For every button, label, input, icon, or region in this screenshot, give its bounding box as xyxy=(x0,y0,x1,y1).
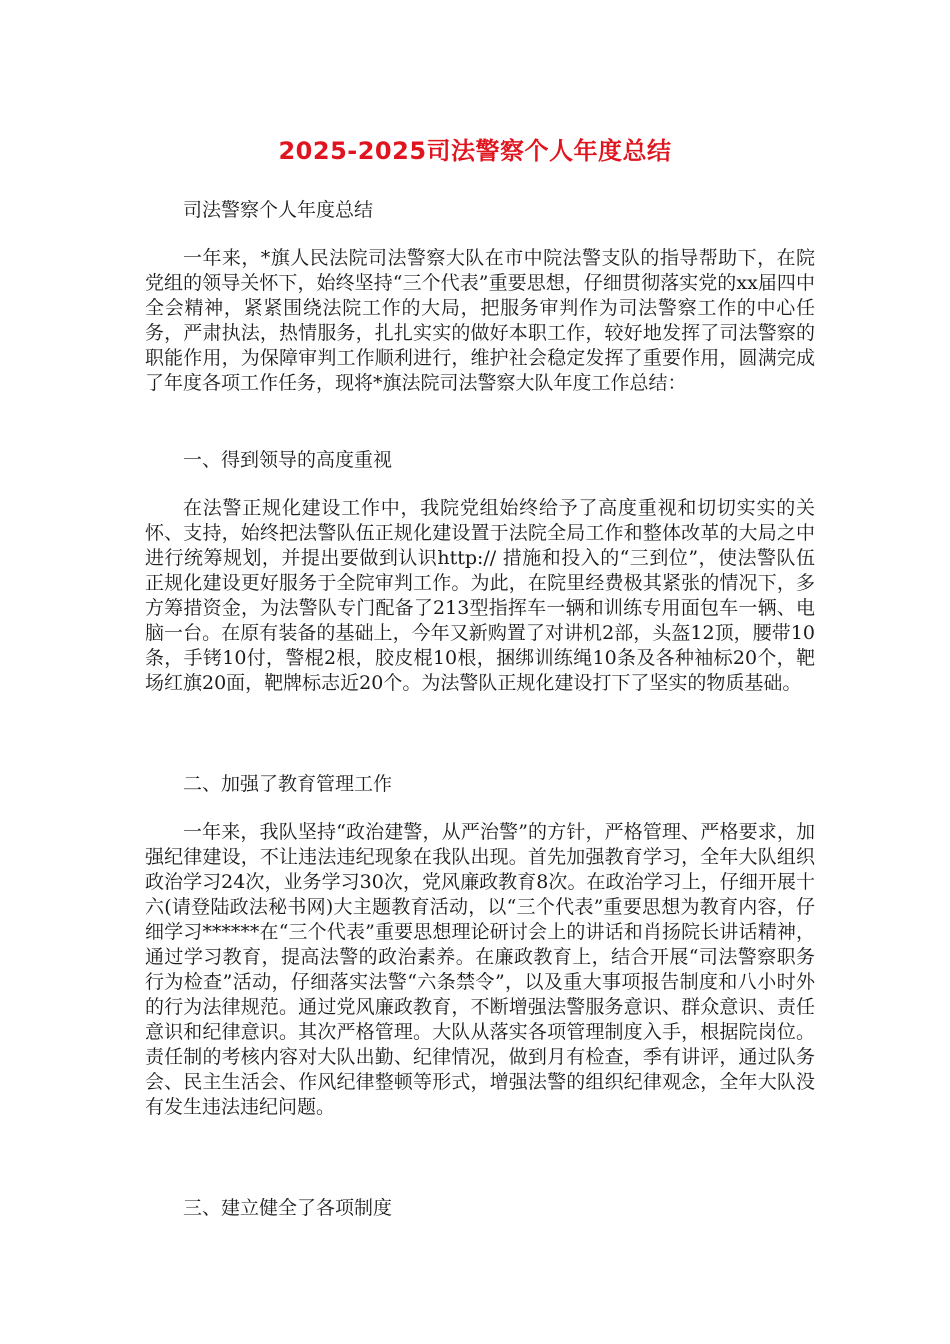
document-subtitle xyxy=(145,198,815,223)
heading-text: 一、得到领导的高度重视 xyxy=(183,449,393,471)
heading-text: 三、建立健全了各项制度 xyxy=(183,1197,393,1219)
section-heading-1 xyxy=(145,448,815,473)
subtitle-text: 司法警察个人年度总结 xyxy=(183,199,374,221)
heading-text: 二、加强了教育管理工作 xyxy=(183,773,393,795)
paragraph-section-1 xyxy=(145,496,815,696)
section-heading-2 xyxy=(145,772,815,797)
document-title: 2025-2025司法警察个人年度总结 xyxy=(278,137,672,165)
paragraph-text: 一年来，*旗人民法院司法警察大队在市中院法警支队的指导帮助下，在院党组的领导关怀下，始终坚持“三个代表”重要思想，仔细贯彻落实党的xx届四中全会精神，紧紧围绕法院工作的大局，把服务审判作为司法警察工作的中心任务，严肃执法，热情服务，扎扎实实的做好本职工作，较好地发挥了司法警察的职能作用，为保障审判工作顺利进行，维护社会稳定发挥了重要作用，圆满完成了年度各项工作任务，现将*旗法院司法警察大队年度工作总结： xyxy=(145,247,815,394)
paragraph-text: 在法警正规化建设工作中，我院党组始终给予了高度重视和切切实实的关怀、支持，始终把法警队伍正规化建设置于法院全局工作和整体改革的大局之中进行统筹规划，并提出要做到认识http:// 措施和投入的“三到位”，使法警队伍正规化建设更好服务于全院审判工作。为此，在院里经费极其紧张的情况下，多方筹措资金，为法警队专门配备了213型指挥车一辆和训练专用面包车一辆、电脑一台。在原有装备的基础上，今年又新购置了对讲机2部，头盔12顶，腰带10条，手铐10付，警棍2根，胶皮棍10根，捆绑训练绳10条及各种袖标20个，靶场红旗20面，靶牌标志近20个。为法警队正规化建设打下了坚实的物质基础。 xyxy=(145,497,815,694)
paragraph-intro xyxy=(145,246,815,396)
paragraph-text: 一年来，我队坚持“政治建警，从严治警”的方针，严格管理、严格要求，加强纪律建设，不让违法违纪现象在我队出现。首先加强教育学习，全年大队组织政治学习24次，业务学习30次，党风廉政教育8次。在政治学习上，仔细开展十六(请登陆政法秘书网)大主题教育活动，以“三个代表”重要思想为教育内容，仔细学习******在“三个代表”重要思想理论研讨会上的讲话和肖扬院长讲话精神，通过学习教育，提高法警的政治素养。在廉政教育上，结合开展“司法警察职务行为检查”活动，仔细落实法警“六条禁令”，以及重大事项报告制度和八小时外的行为法律规范。通过党风廉政教育，不断增强法警服务意识、群众意识、责任意识和纪律意识。其次严格管理。大队从落实各项管理制度入手，根据院岗位。责任制的考核内容对大队出勤、纪律情况，做到月有检查，季有讲评，通过队务会、民主生活会、作风纪律整顿等形式，增强法警的组织纪律观念，全年大队没有发生违法违纪问题。 xyxy=(145,821,815,1118)
section-heading-3 xyxy=(145,1196,815,1221)
paragraph-section-2 xyxy=(145,820,815,1120)
